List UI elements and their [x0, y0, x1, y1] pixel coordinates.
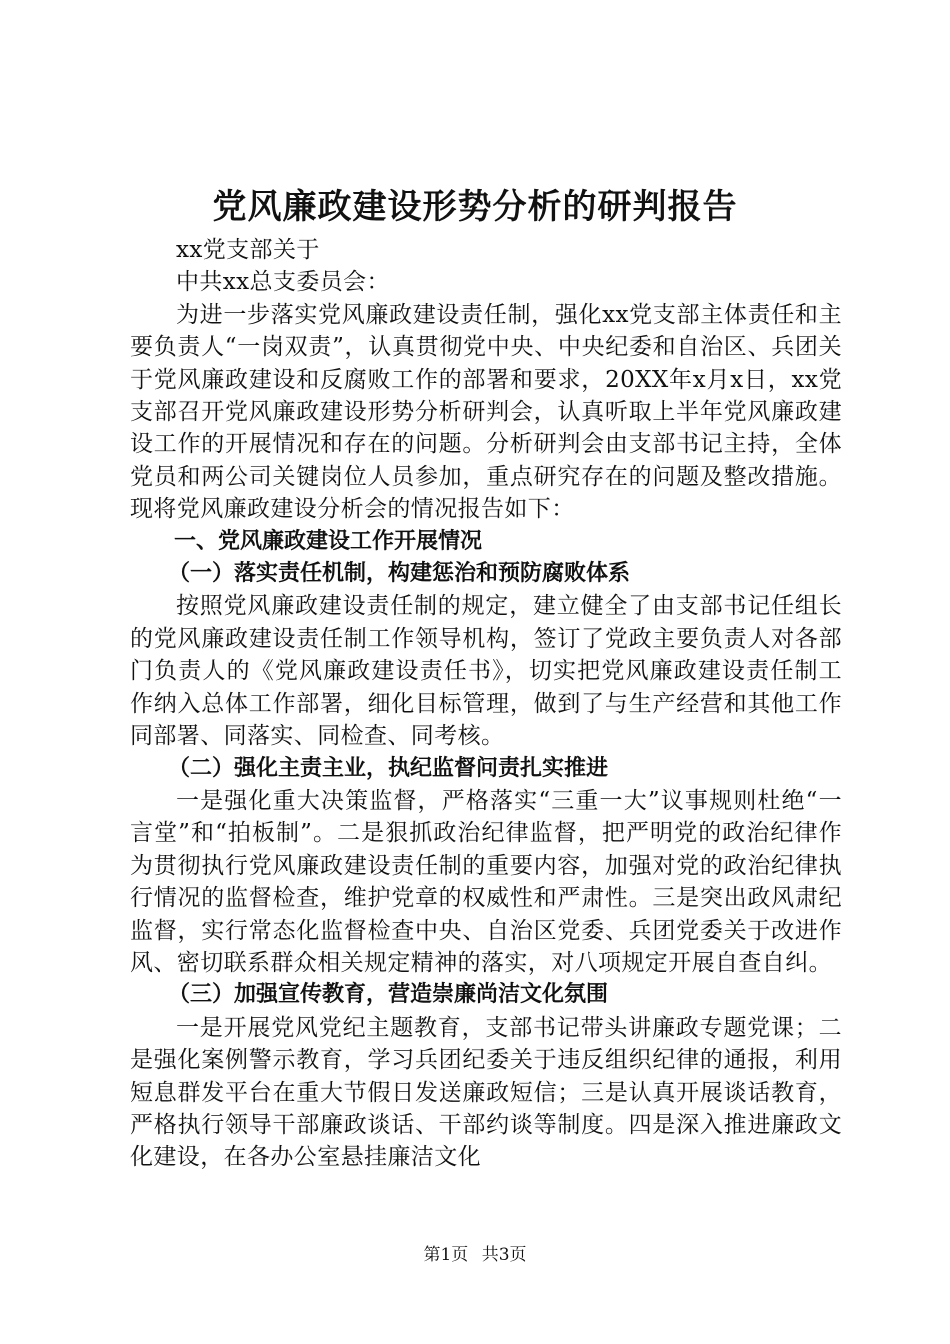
paragraph-introduction: 为进一步落实党风廉政建设责任制，强化xx党支部主体责任和主要负责人“一岗双责”，认真贯彻党中央、中央纪委和自治区、兵团关于党风廉政建设和反腐败工作的部署和要求，20XX年x月x日，xx党支部召开党风廉政建设形势分析研判会，认真听取上半年党风廉政建设工作的开展情况和存在的问题。分析研判会由支部书记主持，全体党员和两公司关键岗位人员参加，重点研究存在的问题及整改措施。现将党风廉政建设分析会的情况报告如下： — [130, 301, 842, 523]
paragraph-subsection-1: 按照党风廉政建设责任制的规定，建立健全了由支部书记任组长的党风廉政建设责任制工作领导机构，签订了党政主要负责人对各部门负责人的《党风廉政建设责任书》，切实把党风廉政建设责任制工作纳入总体工作部署，细化目标管理，做到了与生产经营和其他工作同部署、同落实、同检查、同考核。 — [130, 593, 842, 750]
page-footer — [0, 1243, 950, 1267]
page-number: 第1页 — [423, 1245, 469, 1265]
document-body — [130, 234, 842, 1174]
subsection-heading-1: （一）落实责任机制，构建惩治和预防腐败体系 — [168, 561, 631, 587]
paragraph-subsection-3: 一是开展党风党纪主题教育，支部书记带头讲廉政专题党课；二是强化案例警示教育，学习兵团纪委关于违反组织纪律的通报，利用短息群发平台在重大节假日发送廉政短信；三是认真开展谈话教育，严格执行领导干部廉政谈话、干部约谈等制度。四是深入推进廉政文化建设，在各办公室悬挂廉洁文化 — [130, 1014, 842, 1171]
subsection-heading-2: （二）强化主责主业，执纪监督问责扎实推进 — [168, 755, 609, 781]
paragraph-subsection-2: 一是强化重大决策监督，严格落实“三重一大”议事规则杜绝“一言堂”和“拍板制”。二是狠抓政治纪律监督，把严明党的政治纪律作为贯彻执行党风廉政建设责任制的重要内容，加强对党的政治纪律执行情况的监督检查，维护党章的权威性和严肃性。三是突出政风肃纪监督，实行常态化监督检查中央、自治区党委、兵团党委关于改进作风、密切联系群众相关规定精神的落实，对八项规定开展自查自纠。 — [130, 787, 842, 976]
paragraph-salutation-line1: xx党支部关于 — [176, 237, 320, 263]
page-total: 共3页 — [481, 1245, 527, 1265]
subsection-heading-3: （三）加强宣传教育，营造崇廉尚洁文化氛围 — [168, 982, 609, 1008]
document-title: 党风廉政建设形势分析的研判报告 — [212, 187, 738, 227]
section-heading-1: 一、党风廉政建设工作开展情况 — [174, 528, 483, 554]
paragraph-salutation-line2: 中共xx总支委员会： — [176, 269, 390, 296]
